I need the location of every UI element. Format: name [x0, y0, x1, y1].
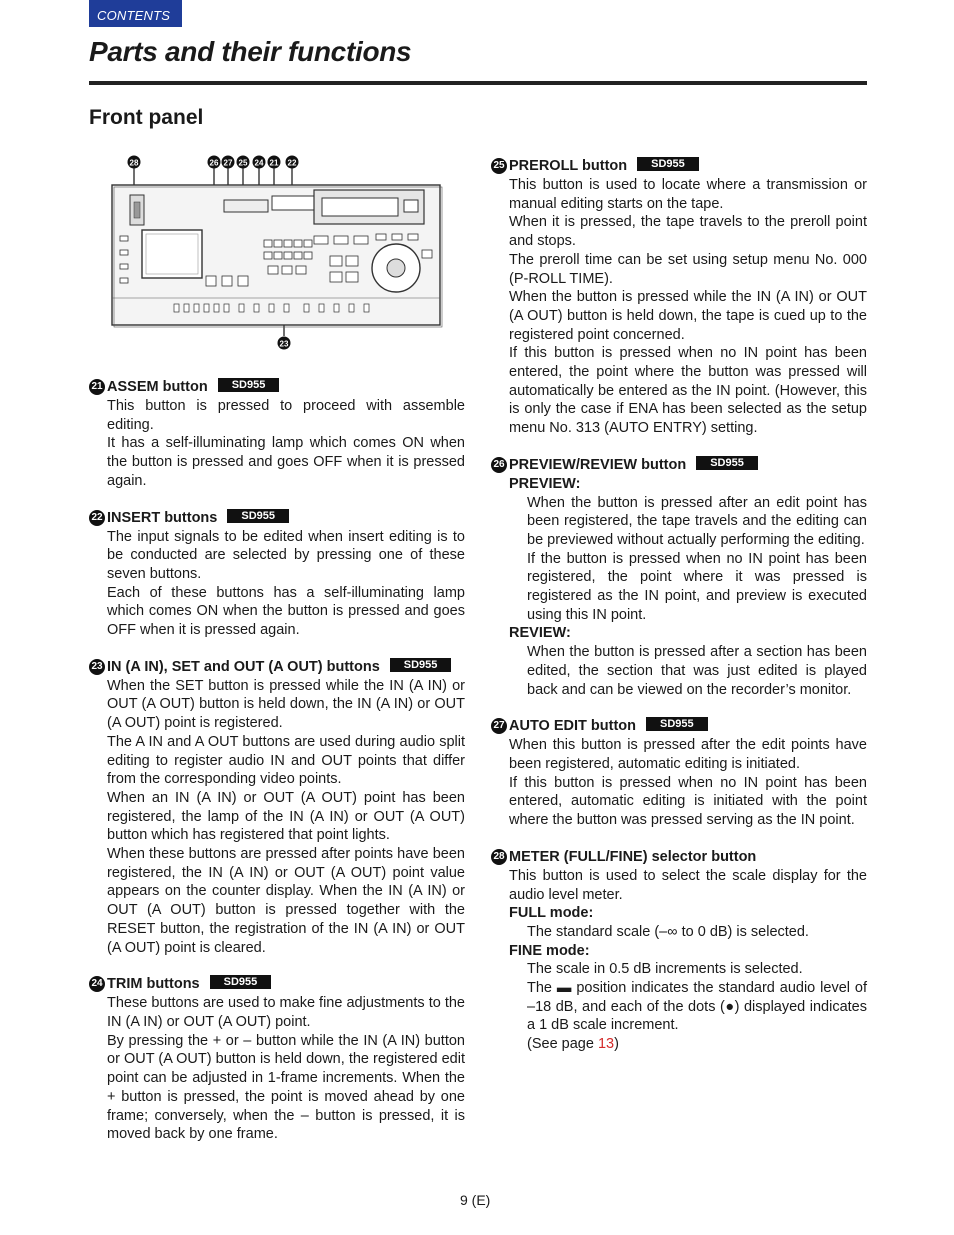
item-heading [89, 657, 465, 677]
callout-24 [253, 156, 266, 169]
model-badge: SD955 [390, 658, 452, 672]
paragraph: If the button is pressed when no IN point has been registered, the point where it was pressed is registered as the IN point, and preview is executed using this IN point. [527, 550, 867, 623]
item-meter [491, 847, 867, 1054]
paragraph: When these buttons are pressed after points have been registered, the IN (A IN) or OUT (A OUT) point value appears on the counter display. When the IN (A IN) or OUT (A OUT) button is pressed together with the RESET button, the registration of the IN (A IN) or OUT (A OUT) point is cleared. [107, 846, 465, 956]
paragraph: The A IN and A OUT buttons are used during audio split editing to register audio IN and OUT points that differ from the corresponding video points. [107, 733, 465, 788]
title-rule [89, 81, 867, 85]
paragraph: It has a self-illuminating lamp which comes ON when the button is pressed and goes OFF when it is pressed again. [107, 435, 465, 489]
fine-mode-label: FINE mode: [509, 942, 590, 959]
callout-label: 22 [287, 158, 297, 168]
callout-28 [128, 156, 141, 169]
item-title: IN (A IN), SET and OUT (A OUT) buttons [107, 658, 380, 675]
paragraph: These buttons are used to make fine adjustments to the IN (A IN) or OUT (A OUT) point. [107, 995, 465, 1030]
callout-label: 24 [254, 158, 264, 168]
item-title: PREVIEW/REVIEW button [509, 456, 687, 473]
paragraph: If this button is pressed when no IN point has been entered, the point where the button was pressed will automatically be entered as the IN point. (However, this is only the case if ENA has been selected as the setup menu No. 313 (AUTO ENTRY) setting. [509, 345, 867, 437]
callout-label: 28 [129, 158, 139, 168]
page-link[interactable]: 13 [597, 1036, 615, 1053]
paragraph: When this button is pressed after the edit points have been registered, automatic editing is initiated. [509, 737, 867, 772]
section-title: Front panel [89, 106, 204, 129]
paragraph: The ▬ position indicates the standard audio level of –18 dB, and each of the dots (●) displayed indicates a 1 dB scale increment. [527, 980, 867, 1034]
item-heading [491, 455, 867, 475]
see-prefix: (See page [527, 1036, 598, 1053]
paragraph: This button is used to select the scale display for the audio level meter. [509, 867, 867, 903]
paragraph: Each of these buttons has a self-illuminating lamp which comes ON when the button is pressed and goes OFF when it is pressed again. [107, 584, 465, 639]
paragraph: This button is used to locate where a transmission or manual editing starts on the tape. [509, 177, 867, 212]
item-number: 25 [491, 158, 507, 174]
model-badge: SD955 [218, 378, 280, 392]
item-heading [89, 974, 465, 994]
model-badge: SD955 [637, 157, 699, 171]
model-badge: SD955 [696, 456, 758, 470]
see-suffix: ) [614, 1036, 619, 1053]
paragraph: If this button is pressed when no IN point has been entered, automatic editing is initiated with the point where the button was pressed serving as the IN point. [509, 774, 867, 829]
left-column [89, 377, 465, 1161]
item-preroll [491, 156, 867, 438]
item-number: 24 [89, 976, 105, 992]
paragraph: When the button is pressed after an edit point has been registered, the tape travels and the editing can be previewed without actually performing the editing. [527, 494, 867, 548]
preview-label: PREVIEW: [509, 475, 581, 492]
item-assem [89, 377, 465, 491]
see-page-reference [527, 1035, 867, 1054]
item-title: AUTO EDIT button [509, 718, 636, 735]
callout-21 [268, 156, 281, 169]
paragraph: The preroll time can be set using setup menu No. 000 (P-ROLL TIME). [509, 251, 867, 287]
item-number: 22 [89, 510, 105, 526]
item-number: 21 [89, 379, 105, 395]
item-number: 23 [89, 659, 105, 675]
callout-label: 27 [223, 158, 233, 168]
callout-label: 26 [209, 158, 219, 168]
paragraph: When the button is pressed while the IN (A IN) or OUT (A OUT) button is held down, the tape is cued up to the registered point concerned. [509, 289, 867, 343]
item-heading [491, 716, 867, 736]
page-number: 9 (E) [460, 1192, 491, 1208]
model-badge: SD955 [227, 509, 289, 523]
right-column [491, 156, 867, 1071]
item-title: PREROLL button [509, 158, 628, 174]
review-label: REVIEW: [509, 625, 571, 642]
item-preview-review [491, 455, 867, 699]
callout-label: 25 [238, 158, 248, 168]
paragraph: When the button is pressed after a section has been edited, the section that was just edited is played back and can be viewed on the recorder’s monitor. [527, 644, 867, 698]
callout-22 [286, 156, 299, 169]
paragraph: This button is pressed to proceed with assemble editing. [107, 398, 465, 433]
callout-label: 21 [269, 158, 279, 168]
model-badge: SD955 [210, 975, 272, 989]
item-heading [89, 377, 465, 397]
item-number: 28 [491, 849, 507, 865]
model-badge: SD955 [646, 717, 708, 731]
front-panel-diagram [104, 150, 444, 355]
item-in-set-out [89, 657, 465, 958]
item-insert [89, 508, 465, 640]
paragraph: The standard scale (–∞ to 0 dB) is selected. [527, 923, 809, 940]
item-heading [89, 508, 465, 528]
paragraph: By pressing the + or – button while the IN (A IN) button or OUT (A OUT) button is held down, the registered edit point can be adjusted in 1-frame increments. When the + button is pressed, the point is moved ahead by one frame; conversely, when the – button is pressed, it is moved back by one frame. [107, 1032, 465, 1143]
item-heading [491, 156, 867, 176]
callout-23 [278, 337, 291, 350]
callout-label: 23 [279, 339, 289, 349]
paragraph: When the SET button is pressed while the IN (A IN) or OUT (A OUT) button is held down, the IN (A IN) or OUT (A OUT) point is registered. [107, 677, 465, 732]
page-title: Parts and their functions [89, 36, 412, 67]
item-title: INSERT buttons [107, 509, 218, 526]
contents-link[interactable]: CONTENTS [89, 0, 182, 27]
item-number: 27 [491, 718, 507, 734]
item-title: TRIM buttons [107, 976, 200, 993]
paragraph: When an IN (A IN) or OUT (A OUT) point has been registered, the lamp of the IN (A IN) or OUT (A OUT) button which has registered that point lights. [107, 789, 465, 844]
paragraph: The input signals to be edited when insert editing is to be conducted are selected by pressing one of these seven buttons. [107, 528, 465, 582]
full-mode-label: FULL mode: [509, 905, 594, 922]
item-title: ASSEM button [107, 379, 208, 395]
item-auto-edit [491, 716, 867, 830]
paragraph: When it is pressed, the tape travels to the preroll point and stops. [509, 214, 867, 250]
item-trim [89, 974, 465, 1144]
callout-27 [222, 156, 235, 169]
item-title: METER (FULL/FINE) selector button [509, 848, 757, 865]
callout-26 [208, 156, 221, 169]
callout-25 [237, 156, 250, 169]
paragraph: The scale in 0.5 dB increments is selected. [527, 961, 803, 978]
item-heading [491, 847, 867, 867]
item-number: 26 [491, 457, 507, 473]
